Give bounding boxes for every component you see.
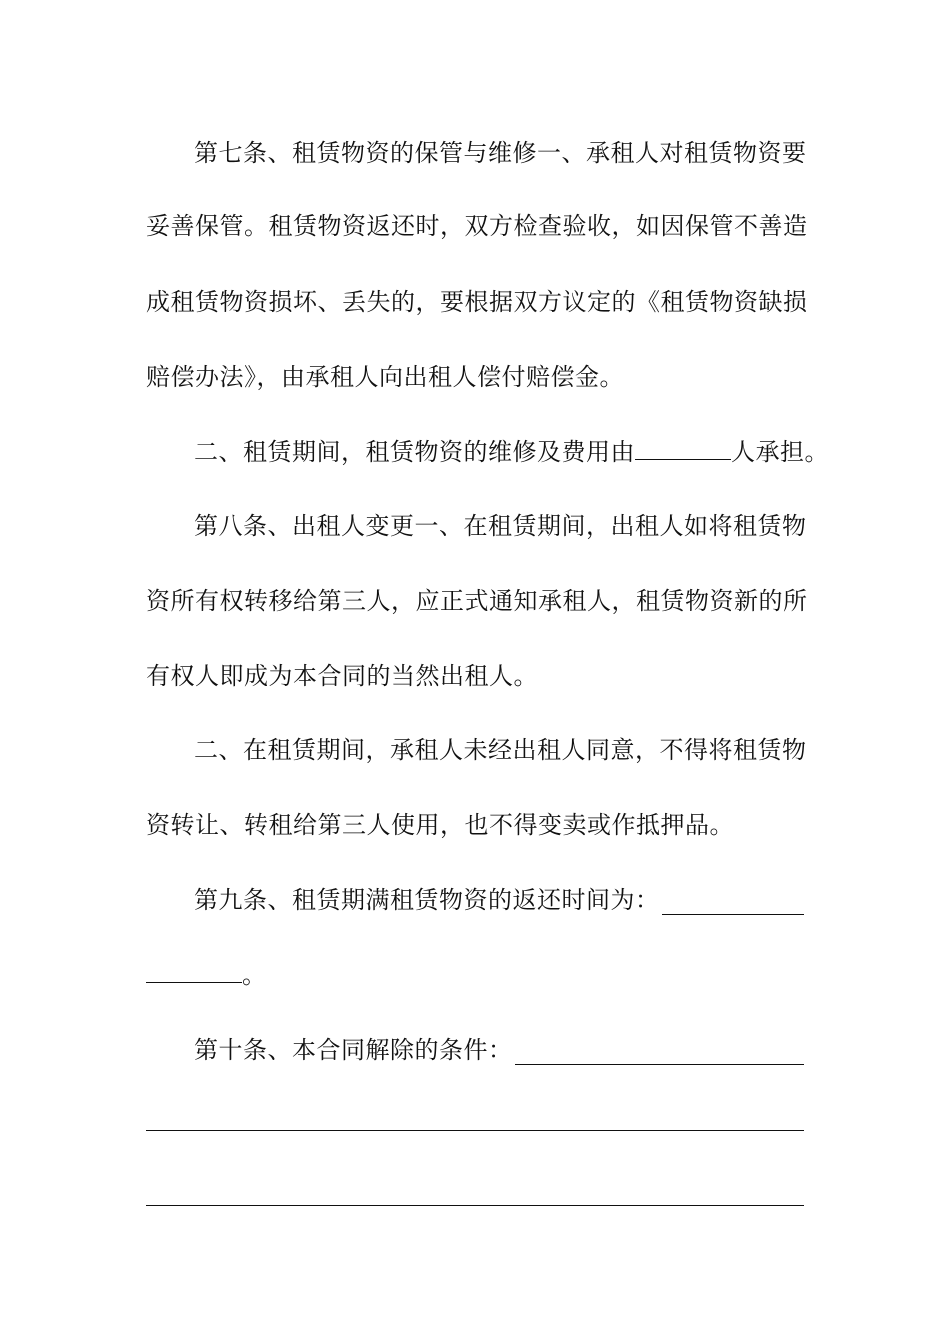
text-line: 第八条、出租人变更一、在租赁期间，出租人如将租赁物 [194,512,807,540]
paragraph-line [194,1035,804,1065]
text-line: 。 [242,961,267,989]
paragraph-line [146,211,808,241]
text-line: 第十条、本合同解除的条件： [194,1036,513,1064]
fill-in-blank[interactable] [146,960,242,983]
paragraph-line [146,287,808,317]
text-line: 赔偿办法》，由承租人向出租人偿付赔偿金。 [146,363,624,391]
text-line: 人承担。 [731,438,829,466]
paragraph-line [146,810,804,840]
paragraph-line [194,511,807,541]
fill-in-blank[interactable] [515,1042,805,1065]
text-line: 第九条、租赁期满租赁物资的返还时间为： [194,886,660,914]
paragraph-line [194,885,804,915]
text-line: 二、租赁期间，租赁物资的维修及费用由 [194,438,635,466]
fill-in-rule[interactable] [146,1205,804,1206]
text-line: 成租赁物资损坏、丢失的，要根据双方议定的《租赁物资缺损 [146,288,808,316]
paragraph-line [194,437,829,467]
paragraph-line [194,735,807,765]
paragraph-line [146,362,804,392]
text-line: 妥善保管。租赁物资返还时，双方检查验收，如因保管不善造 [146,212,808,240]
paragraph-line [146,960,804,990]
paragraph-line [194,138,807,168]
paragraph-line [146,586,808,616]
text-line: 二、在租赁期间，承租人未经出租人同意，不得将租赁物 [194,736,807,764]
text-line: 有权人即成为本合同的当然出租人。 [146,662,538,690]
text-line: 资转让、转租给第三人使用，也不得变卖或作抵押品。 [146,811,734,839]
fill-in-blank[interactable] [662,892,805,915]
fill-in-blank[interactable] [635,437,731,460]
text-line: 第七条、租赁物资的保管与维修一、承租人对租赁物资要 [194,139,807,167]
fill-in-rule[interactable] [146,1130,804,1131]
text-line: 资所有权转移给第三人，应正式通知承租人，租赁物资新的所 [146,587,808,615]
paragraph-line [146,661,804,691]
